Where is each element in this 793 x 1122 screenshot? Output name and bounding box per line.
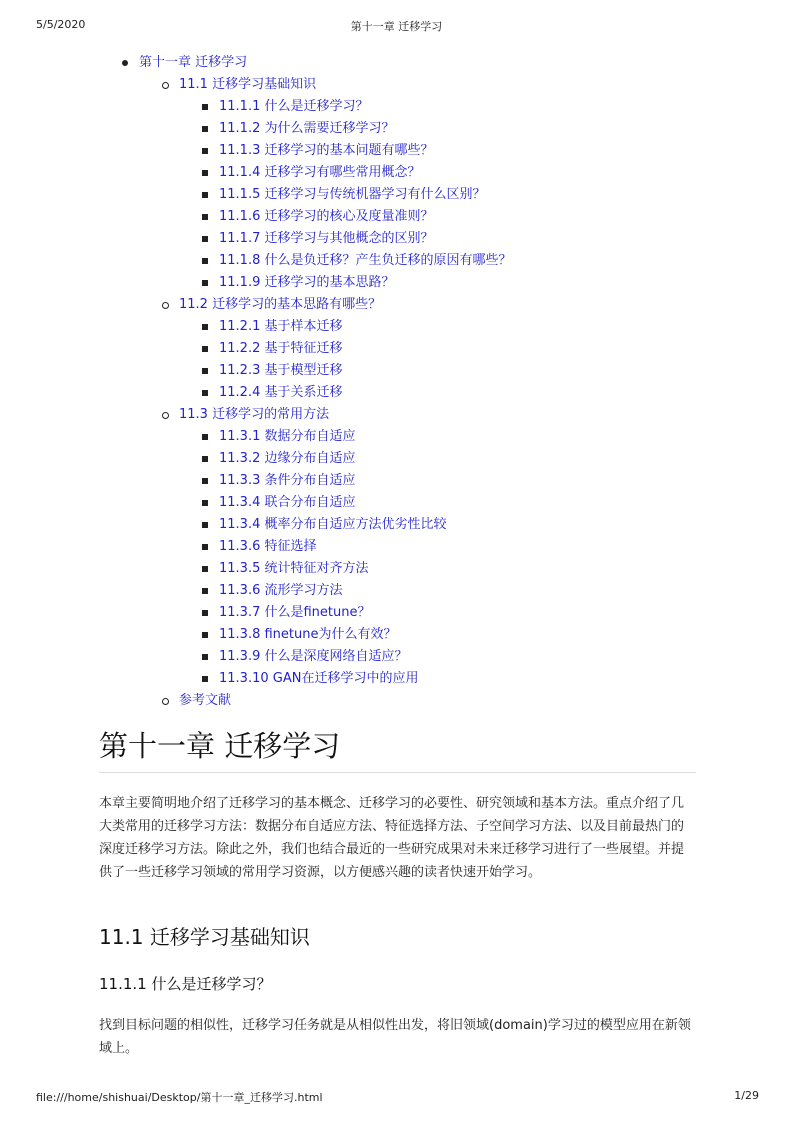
toc-item: [219, 228, 433, 250]
toc-item: [219, 96, 368, 118]
toc-bullet-icon: [202, 654, 208, 660]
toc-bullet-icon: [202, 544, 208, 550]
toc-bullet-icon: [202, 588, 208, 594]
toc-link[interactable]: 11.3.6 特征选择: [219, 539, 317, 554]
toc-bullet-icon: [122, 60, 128, 66]
toc-link[interactable]: 11.3.1 数据分布自适应: [219, 429, 356, 444]
section-heading: 11.1 迁移学习基础知识: [99, 925, 310, 949]
toc-link[interactable]: 11.3.8 finetune为什么有效？: [219, 627, 397, 642]
toc-link[interactable]: 11.3.4 联合分布自适应: [219, 495, 356, 510]
toc-item: [179, 690, 231, 712]
toc-bullet-icon: [202, 148, 208, 154]
toc-item: [219, 602, 370, 624]
toc-item: [219, 162, 420, 184]
toc-item: [219, 184, 485, 206]
toc-item: [219, 646, 407, 668]
toc-item: [219, 448, 355, 470]
print-file-path: file:///home/shishuai/Desktop/第十一章_迁移学习.html: [36, 1091, 323, 1104]
toc-bullet-icon: [202, 346, 208, 352]
toc-item: [219, 624, 396, 646]
toc-bullet-icon: [202, 434, 208, 440]
toc-bullet-icon: [202, 522, 208, 528]
toc-item: [219, 250, 511, 272]
toc-item: [179, 74, 316, 96]
toc-link[interactable]: 11.3.6 流形学习方法: [219, 583, 343, 598]
toc-bullet-icon: [202, 500, 208, 506]
toc-link[interactable]: 11.2.1 基于样本迁移: [219, 319, 343, 334]
toc-link[interactable]: 11.3.2 边缘分布自适应: [219, 451, 356, 466]
subsection-heading: 11.1.1 什么是迁移学习？: [99, 975, 272, 993]
toc-bullet-icon: [202, 214, 208, 220]
toc-bullet-icon: [202, 566, 208, 572]
toc-item: [219, 338, 342, 360]
toc-link[interactable]: 11.1.6 迁移学习的核心及度量准则？: [219, 209, 434, 224]
toc-item: [179, 404, 329, 426]
toc-item: [219, 140, 433, 162]
toc-bullet-icon: [202, 676, 208, 682]
toc-link[interactable]: 11.3.10 GAN在迁移学习中的应用: [219, 671, 419, 686]
toc-item: [219, 360, 342, 382]
toc-link[interactable]: 11.3.3 条件分布自适应: [219, 473, 356, 488]
toc-bullet-icon: [202, 258, 208, 264]
toc-bullet-icon: [202, 610, 208, 616]
toc-item: [219, 536, 316, 558]
toc-item: [219, 426, 355, 448]
toc-link[interactable]: 11.1.9 迁移学习的基本思路？: [219, 275, 395, 290]
toc-bullet-icon: [202, 126, 208, 132]
toc-link[interactable]: 11.1.3 迁移学习的基本问题有哪些？: [219, 143, 434, 158]
body-paragraph: 找到目标问题的相似性，迁移学习任务就是从相似性出发，将旧领域(domain)学习过的模型应用在新领域上。: [99, 1018, 691, 1056]
toc-link[interactable]: 第十一章 迁移学习: [139, 55, 248, 70]
toc-link[interactable]: 11.2.3 基于模型迁移: [219, 363, 343, 378]
toc-link[interactable]: 11.1.4 迁移学习有哪些常用概念？: [219, 165, 421, 180]
toc-bullet-icon: [202, 236, 208, 242]
toc-item: [219, 118, 394, 140]
print-title: 第十一章 迁移学习: [350, 20, 443, 33]
toc-item: [219, 580, 342, 602]
toc-link[interactable]: 11.2.2 基于特征迁移: [219, 341, 343, 356]
intro-paragraph: 本章主要简明地介绍了迁移学习的基本概念、迁移学习的必要性、研究领域和基本方法。重点介绍了几大类常用的迁移学习方法：数据分布自适应方法、特征选择方法、子空间学习方法、以及目前最热门的深度迁移学习方法。除此之外，我们也结合最近的一些研究成果对未来迁移学习进行了一些展望。并提供了一些迁移学习领域的常用学习资源，以方便感兴趣的读者快速开始学习。: [99, 796, 685, 880]
toc-link[interactable]: 11.1.5 迁移学习与传统机器学习有什么区别？: [219, 187, 486, 202]
chapter-title: 第十一章 迁移学习: [99, 729, 341, 763]
toc-bullet-icon: [162, 302, 169, 309]
toc-link[interactable]: 11.3.9 什么是深度网络自适应？: [219, 649, 408, 664]
print-date: 5/5/2020: [36, 18, 86, 31]
print-page-number: 1/29: [734, 1089, 759, 1102]
toc-item: [219, 206, 433, 228]
toc-link[interactable]: 11.1.1 什么是迁移学习？: [219, 99, 369, 114]
toc-item: [219, 382, 342, 404]
toc-item: [219, 558, 368, 580]
toc-item: [219, 492, 355, 514]
toc-bullet-icon: [202, 478, 208, 484]
title-divider: [99, 772, 696, 773]
toc-bullet-icon: [202, 632, 208, 638]
toc-item: [139, 52, 247, 74]
toc-item: [219, 470, 355, 492]
toc-bullet-icon: [202, 390, 208, 396]
toc-link[interactable]: 11.2.4 基于关系迁移: [219, 385, 343, 400]
toc-bullet-icon: [162, 698, 169, 705]
toc-bullet-icon: [202, 170, 208, 176]
toc-bullet-icon: [202, 456, 208, 462]
toc-bullet-icon: [162, 412, 169, 419]
toc-bullet-icon: [162, 82, 169, 89]
toc-link[interactable]: 11.3 迁移学习的常用方法: [179, 407, 330, 422]
toc-link[interactable]: 11.1.7 迁移学习与其他概念的区别？: [219, 231, 434, 246]
toc-link[interactable]: 11.1.2 为什么需要迁移学习？: [219, 121, 395, 136]
toc-bullet-icon: [202, 368, 208, 374]
toc-item: [219, 316, 342, 338]
toc-link[interactable]: 11.2 迁移学习的基本思路有哪些？: [179, 297, 382, 312]
toc-link[interactable]: 11.3.5 统计特征对齐方法: [219, 561, 369, 576]
toc-link[interactable]: 11.3.4 概率分布自适应方法优劣性比较: [219, 517, 447, 532]
toc-link[interactable]: 11.3.7 什么是finetune？: [219, 605, 371, 620]
toc-item: [219, 668, 418, 690]
toc-bullet-icon: [202, 280, 208, 286]
toc-bullet-icon: [202, 324, 208, 330]
toc-item: [219, 272, 394, 294]
toc-link[interactable]: 11.1 迁移学习基础知识: [179, 77, 317, 92]
toc-link[interactable]: 参考文献: [179, 693, 232, 708]
toc-link[interactable]: 11.1.8 什么是负迁移？产生负迁移的原因有哪些？: [219, 253, 512, 268]
toc-item: [179, 294, 381, 316]
toc-bullet-icon: [202, 104, 208, 110]
toc-item: [219, 514, 446, 536]
toc-bullet-icon: [202, 192, 208, 198]
